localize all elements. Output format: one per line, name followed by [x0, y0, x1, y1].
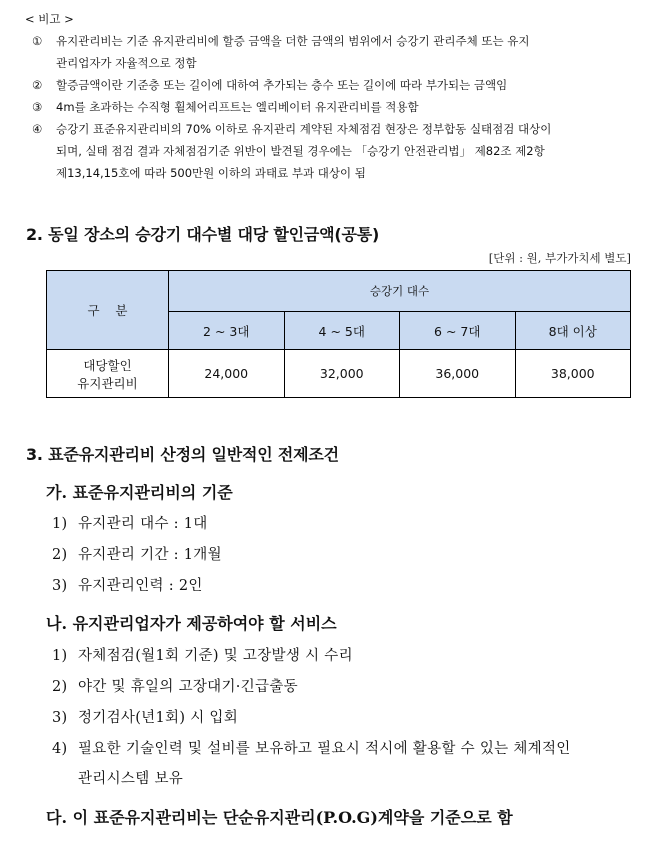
note-line: 승강기 표준유지관리비의 70% 이하로 유지관리 계약된 자체점검 현장은 정부합동 실태점검 대상이 [56, 122, 552, 136]
item-number: 3) [52, 710, 68, 726]
table-cell: 38,000 [515, 350, 631, 398]
list-item [52, 675, 298, 696]
item-text: 야간 및 휴일의 고장대기·긴급출동 [78, 679, 298, 695]
section2-title: 2. 동일 장소의 승강기 대수별 대당 할인금액(공통) [26, 225, 380, 244]
table-cell: 32,000 [284, 350, 400, 398]
note-line: 되며, 실태 점검 결과 자체점검기준 위반이 발견될 경우에는 「승강기 안전관리법」 제82조 제2항 [56, 144, 545, 158]
item-text: 유지관리 대수 : 1대 [78, 516, 208, 532]
note-item [22, 118, 642, 184]
note-item [22, 96, 642, 118]
item-text: 자체점검(월1회 기준) 및 고장발생 시 수리 [78, 648, 353, 664]
subsection-ga-heading: 가. 표준유지관리비의 기준 [46, 483, 233, 502]
notes-block [22, 8, 642, 184]
row-label [47, 350, 169, 398]
row-label-line: 대당할인 [83, 357, 132, 373]
item-number: 3) [52, 578, 68, 594]
list-item [52, 706, 238, 727]
note-line: 제13,14,15호에 따라 500만원 이하의 과태료 부과 대상이 됨 [56, 166, 366, 180]
list-item [52, 737, 571, 758]
unit-label: [단위 : 원, 부가가치세 별도] [488, 251, 631, 265]
note-line: 관리업자가 자율적으로 정함 [56, 56, 197, 70]
column-header: 2 ~ 3대 [169, 312, 285, 350]
item-text-continuation: 관리시스템 보유 [78, 771, 184, 787]
column-header: 8대 이상 [515, 312, 631, 350]
note-number: ② [32, 78, 43, 92]
subsection-na-heading: 나. 유지관리업자가 제공하여야 할 서비스 [46, 614, 337, 633]
note-item [22, 30, 642, 74]
category-header: 구 분 [47, 271, 169, 350]
column-header: 4 ~ 5대 [284, 312, 400, 350]
item-text: 유지관리인력 : 2인 [78, 578, 203, 594]
group-header: 승강기 대수 [169, 271, 631, 312]
note-line: 할증금액이란 기준층 또는 길이에 대하여 추가되는 층수 또는 길이에 따라 부가되는 금액임 [56, 78, 508, 92]
notes-heading: < 비고 > [25, 12, 74, 26]
note-number: ④ [32, 122, 43, 136]
section3-title: 3. 표준유지관리비 산정의 일반적인 전제조건 [26, 445, 339, 464]
row-label-line: 유지관리비 [77, 375, 138, 391]
list-item [52, 512, 208, 533]
note-line: 유지관리비는 기준 유지관리비에 할증 금액을 더한 금액의 범위에서 승강기 관리주체 또는 유지 [56, 34, 530, 48]
list-item [52, 644, 353, 665]
item-text: 유지관리 기간 : 1개월 [78, 547, 222, 563]
note-line: 4m를 초과하는 수직형 휠체어리프트는 엘리베이터 유지관리비를 적용함 [56, 100, 419, 114]
subsection-da-heading: 다. 이 표준유지관리비는 단순유지관리(P.O.G)계약을 기준으로 함 [46, 808, 513, 827]
column-header: 6 ~ 7대 [400, 312, 516, 350]
item-number: 2) [52, 547, 68, 563]
item-number: 1) [52, 648, 68, 664]
item-number: 4) [52, 741, 68, 757]
item-text: 필요한 기술인력 및 설비를 보유하고 필요시 적시에 활용할 수 있는 체계적인 [78, 741, 571, 757]
item-text: 정기검사(년1회) 시 입회 [78, 710, 239, 726]
list-item [52, 543, 222, 564]
table-cell: 36,000 [400, 350, 516, 398]
note-number: ③ [32, 100, 43, 114]
note-item [22, 74, 642, 96]
table-cell: 24,000 [169, 350, 285, 398]
note-number: ① [32, 34, 43, 48]
discount-table [46, 270, 631, 398]
item-number: 2) [52, 679, 68, 695]
list-item [52, 574, 203, 595]
item-number: 1) [52, 516, 68, 532]
